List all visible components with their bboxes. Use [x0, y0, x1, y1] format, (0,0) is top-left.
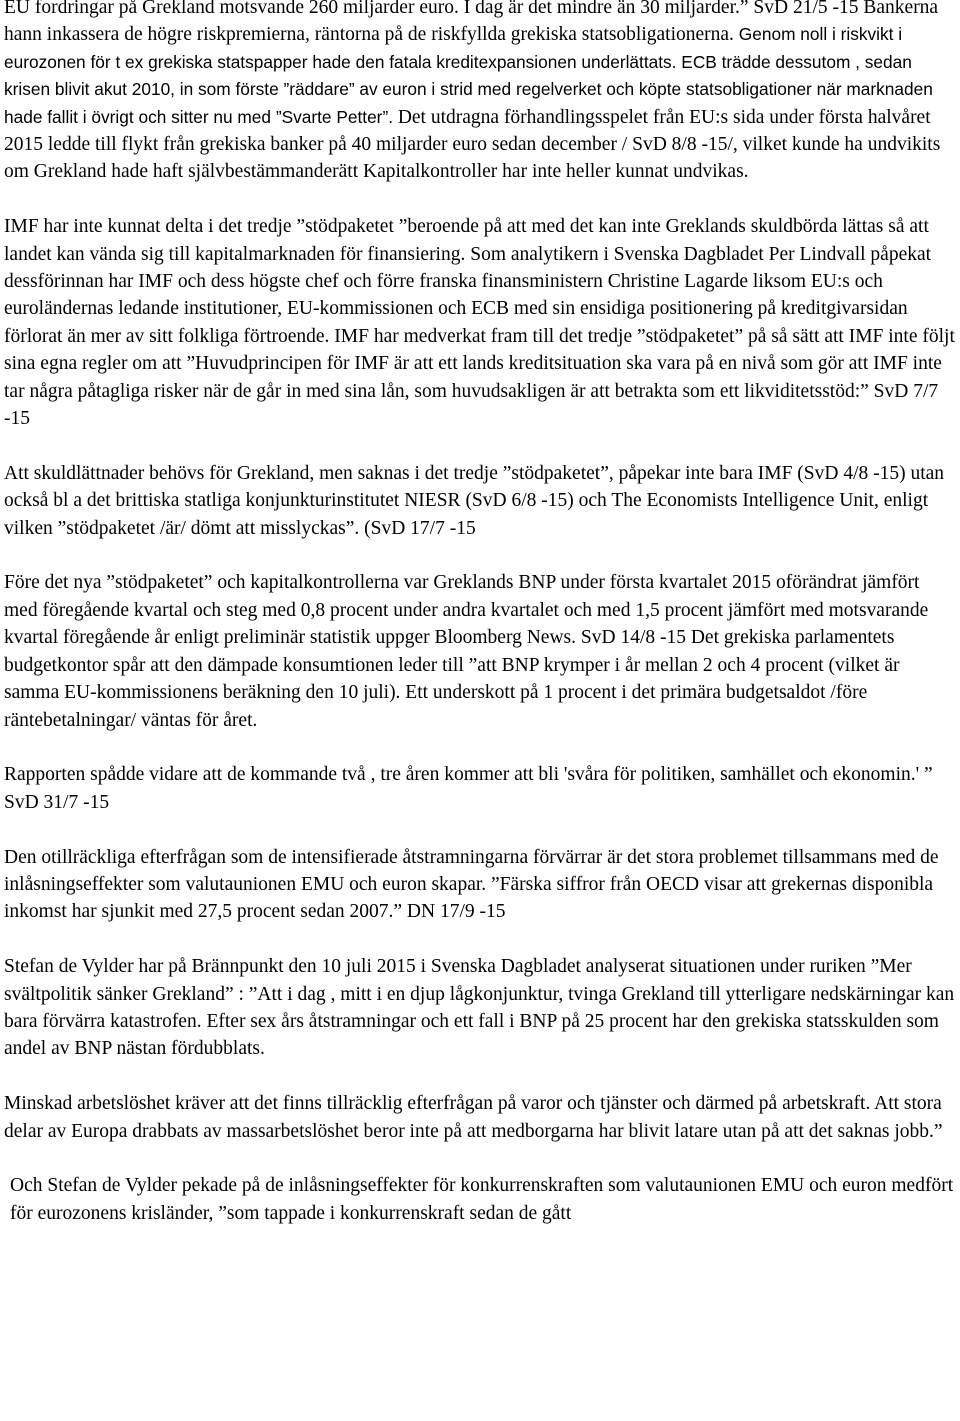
paragraph-1-text-b: Genom noll i riskvikt i eurozonen för t ex grekiska statspapper hade den fatala kreditexpansionen underlättats. [4, 24, 903, 72]
paragraph-8 [4, 1090, 957, 1145]
paragraph-5-text: Rapporten spådde vidare att de kommande två , tre åren kommer att bli 'svåra för politiken, samhället och ekonomin.' ” SvD 31/7 -15 [4, 764, 933, 813]
paragraph-3-text: Att skuldlättnader behövs för Grekland, men saknas i det tredje ”stödpaketet”, påpekar inte bara IMF (SvD 4/8 -15) utan också bl a det brittiska statliga konjunkturinstitutet NIESR (SvD 6/8 -15) och The Economists Intelligence Unit, enligt vilken ”stödpaketet /är/ dömt att misslyckas”. (SvD 17/7 -15 [4, 462, 945, 539]
paragraph-7 [4, 953, 957, 1063]
paragraph-3 [4, 460, 957, 542]
paragraph-6 [4, 844, 957, 926]
paragraph-2-text: IMF har inte kunnat delta i det tredje ”stödpaketet ”beroende på att med det kan inte Greklands skuldbörda lättas så att landet kan vända sig till kapitalmarknaden för finansiering. Som analytikern i Svenska Dagbladet Per Lindvall påpekat dessförinnan har IMF och dess högste chef och förre franska finansministern Christine Lagarde liksom EU:s och euroländernas ledande institutioner, EU-kommissionen och ECB med sin ensidiga positionering på kreditgivarsidan förlorat än mer av sitt folkliga förtroende. IMF har medverkat fram till det tredje ”stödpaketet” på så sätt att IMF inte följt sina egna regler om att ”Huvudprincipen för IMF är att ett lands kreditsituation ska vara på en nivå som gör att IMF inte tar några påtagliga risker när de går in med sina lån, som huvudsakligen är att betrakta som ett likviditetsstöd:” SvD 7/7 -15 [4, 216, 955, 430]
paragraph-5 [4, 761, 957, 816]
paragraph-1 [4, 0, 957, 186]
document-page [4, 0, 957, 1227]
paragraph-1-text-a: EU fordringar på Grekland motsvande 260 miljarder euro. I dag är det mindre än 30 miljarder.” SvD 21/5 -15 Bankerna hann inkassera de högre riskpremierna, räntorna på de riskfyllda grekiska statsobligationerna. [4, 0, 939, 46]
paragraph-1-text-c: ECB trädde dessutom , sedan krisen blivit akut 2010, in som förste ”räddare” av euron i strid med regelverket och köpte statsobligationer när marknaden hade fallit i övrigt och sitter nu med ”Svarte Petter”. [4, 51, 933, 127]
paragraph-4-text: Före det nya ”stödpaketet” och kapitalkontrollerna var Greklands BNP under första kvartalet 2015 oförändrat jämfört med föregående kvartal och steg med 0,8 procent under andra kvartalet och med 1,5 procent jämfört med motsvarande kvartal föregående år enligt preliminär statistik uppger Bloomberg News. SvD 14/8 -15 Det grekiska parlamentets budgetkontor spår att den dämpade konsumtionen leder till ”att BNP krymper i år mellan 2 och 4 procent (vilket är samma EU-kommissionens beräkning den 10 juli). Ett underskott på 1 procent i det primära budgetsaldot /före räntebetalningar/ väntas för året. [4, 572, 929, 731]
paragraph-9 [4, 1172, 957, 1227]
paragraph-8-text: Minskad arbetslöshet kräver att det finns tillräcklig efterfrågan på varor och tjänster och därmed på arbetskraft. Att stora delar av Europa drabbats av massarbetslöshet beror inte på att medborgarna har blivit latare utan på att det saknas jobb.” [4, 1093, 943, 1142]
paragraph-7-text: Stefan de Vylder har på Brännpunkt den 10 juli 2015 i Svenska Dagbladet analyserat situationen under ruriken ”Mer svältpolitik sänker Grekland” : ”Att i dag , mitt i en djup lågkonjunktur, tvinga Grekland till ytterligare nedskärningar kan bara förvärra katastrofen. Efter sex års åtstramningar och ett fall i BNP på 25 procent har den grekiska statsskulden som andel av BNP nästan fördubblats. [4, 956, 955, 1060]
paragraph-6-text: Den otillräckliga efterfrågan som de intensifierade åtstramningarna förvärrar är det stora problemet tillsammans med de inlåsningseffekter som valutaunionen EMU och euron skapar. ”Färska siffror från OECD visar att grekernas disponibla inkomst har sjunkit med 27,5 procent sedan 2007.” DN 17/9 -15 [4, 846, 939, 923]
paragraph-9-text: Och Stefan de Vylder pekade på de inlåsningseffekter för konkurrenskraften som valutaunionen EMU och euron medfört för eurozonens krisländer, ”som tappade i konkurrenskraft sedan de gått [10, 1175, 954, 1224]
paragraph-1-text-d: Det utdragna förhandlingsspelet från EU:s sida under första halvåret 2015 ledde till flykt från grekiska banker på 40 miljarder euro sedan december / SvD 8/8 -15/, vilket kunde ha undvikits om Grekland hade haft självbestämmanderätt Kapitalkontroller har inte heller kunnat undvikas. [4, 106, 941, 183]
paragraph-4 [4, 569, 957, 733]
paragraph-2 [4, 213, 957, 432]
